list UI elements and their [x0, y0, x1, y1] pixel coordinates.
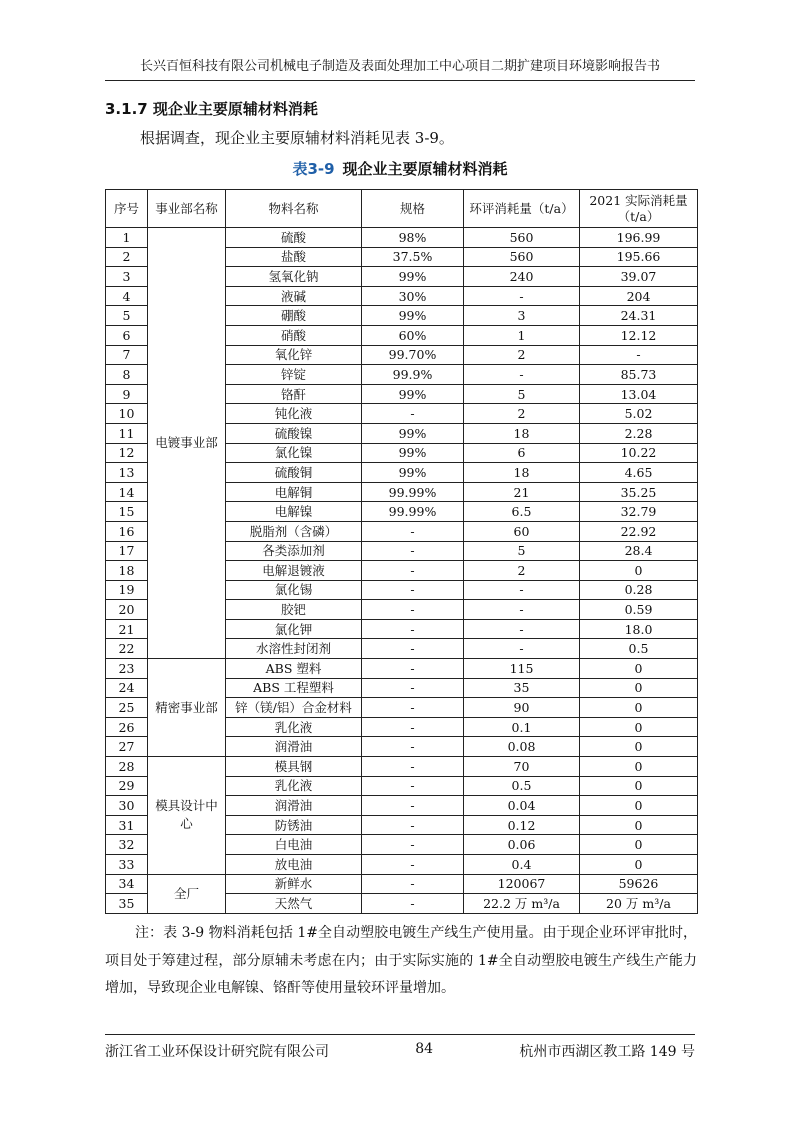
cell-material: 氧化锌: [226, 345, 362, 365]
cell-actual-consumption: 195.66: [580, 247, 698, 267]
cell-actual-consumption: 18.0: [580, 619, 698, 639]
cell-spec: 99.70%: [362, 345, 464, 365]
cell-eia-consumption: 18: [464, 463, 580, 483]
cell-material: 氯化锡: [226, 580, 362, 600]
cell-material: 硫酸镍: [226, 423, 362, 443]
cell-index: 15: [106, 502, 148, 522]
cell-actual-consumption: 32.79: [580, 502, 698, 522]
cell-spec: 37.5%: [362, 247, 464, 267]
cell-eia-consumption: 70: [464, 757, 580, 777]
cell-actual-consumption: 39.07: [580, 267, 698, 287]
cell-actual-consumption: 2.28: [580, 423, 698, 443]
cell-eia-consumption: 0.4: [464, 855, 580, 875]
cell-eia-consumption: 0.04: [464, 796, 580, 816]
cell-material: 天然气: [226, 894, 362, 914]
cell-actual-consumption: 0: [580, 815, 698, 835]
cell-index: 18: [106, 561, 148, 581]
cell-spec: -: [362, 874, 464, 894]
cell-material: 盐酸: [226, 247, 362, 267]
cell-material: 白电油: [226, 835, 362, 855]
cell-actual-consumption: 28.4: [580, 541, 698, 561]
cell-spec: -: [362, 698, 464, 718]
cell-spec: 99%: [362, 306, 464, 326]
cell-index: 21: [106, 619, 148, 639]
cell-spec: -: [362, 639, 464, 659]
cell-spec: -: [362, 521, 464, 541]
cell-eia-consumption: 22.2 万 m³/a: [464, 894, 580, 914]
cell-material: 锌（镁/铝）合金材料: [226, 698, 362, 718]
cell-eia-consumption: 6.5: [464, 502, 580, 522]
cell-spec: -: [362, 796, 464, 816]
cell-spec: 99.9%: [362, 365, 464, 385]
cell-actual-consumption: 0: [580, 717, 698, 737]
cell-material: 脱脂剂（含磷）: [226, 521, 362, 541]
cell-index: 26: [106, 717, 148, 737]
cell-actual-consumption: 22.92: [580, 521, 698, 541]
cell-eia-consumption: -: [464, 286, 580, 306]
cell-spec: -: [362, 815, 464, 835]
table-title: 现企业主要原辅材料消耗: [342, 160, 508, 178]
cell-material: 电解退镀液: [226, 561, 362, 581]
cell-spec: -: [362, 894, 464, 914]
cell-index: 35: [106, 894, 148, 914]
cell-material: 硫酸铜: [226, 463, 362, 483]
header-material: 物料名称: [226, 190, 362, 228]
cell-index: 14: [106, 482, 148, 502]
cell-eia-consumption: -: [464, 600, 580, 620]
cell-eia-consumption: 2: [464, 561, 580, 581]
cell-actual-consumption: 5.02: [580, 404, 698, 424]
cell-actual-consumption: 0: [580, 776, 698, 796]
cell-index: 19: [106, 580, 148, 600]
cell-material: 防锈油: [226, 815, 362, 835]
cell-index: 7: [106, 345, 148, 365]
cell-material: 水溶性封闭剂: [226, 639, 362, 659]
cell-actual-consumption: 0: [580, 678, 698, 698]
cell-index: 30: [106, 796, 148, 816]
cell-eia-consumption: 560: [464, 228, 580, 248]
page-number: 84: [415, 1041, 434, 1057]
cell-eia-consumption: 0.5: [464, 776, 580, 796]
cell-eia-consumption: 6: [464, 443, 580, 463]
cell-index: 2: [106, 247, 148, 267]
cell-actual-consumption: 12.12: [580, 325, 698, 345]
cell-spec: 99%: [362, 443, 464, 463]
cell-eia-consumption: 1: [464, 325, 580, 345]
cell-material: 新鲜水: [226, 874, 362, 894]
cell-index: 29: [106, 776, 148, 796]
table-note: [105, 920, 697, 1003]
cell-actual-consumption: 20 万 m³/a: [580, 894, 698, 914]
cell-index: 16: [106, 521, 148, 541]
cell-dept: 全厂: [148, 874, 226, 913]
cell-eia-consumption: 0.06: [464, 835, 580, 855]
cell-spec: 99.99%: [362, 502, 464, 522]
table-header-row: [106, 190, 698, 228]
cell-spec: -: [362, 717, 464, 737]
cell-spec: -: [362, 776, 464, 796]
table-number: 表3-9: [292, 160, 335, 178]
cell-spec: -: [362, 600, 464, 620]
cell-material: 各类添加剂: [226, 541, 362, 561]
cell-eia-consumption: 0.1: [464, 717, 580, 737]
cell-eia-consumption: 560: [464, 247, 580, 267]
cell-eia-consumption: -: [464, 365, 580, 385]
cell-index: 3: [106, 267, 148, 287]
cell-material: 乳化液: [226, 717, 362, 737]
cell-eia-consumption: 3: [464, 306, 580, 326]
intro-paragraph: 根据调查，现企业主要原辅材料消耗见表 3-9。: [140, 129, 454, 147]
cell-dept: 精密事业部: [148, 659, 226, 757]
cell-material: 乳化液: [226, 776, 362, 796]
cell-material: ABS 工程塑料: [226, 678, 362, 698]
header-index: 序号: [106, 190, 148, 228]
cell-material: 电解铜: [226, 482, 362, 502]
cell-actual-consumption: 24.31: [580, 306, 698, 326]
cell-index: 24: [106, 678, 148, 698]
cell-actual-consumption: 35.25: [580, 482, 698, 502]
cell-eia-consumption: -: [464, 639, 580, 659]
page-footer: [105, 1034, 695, 1061]
cell-actual-consumption: 0: [580, 835, 698, 855]
cell-index: 23: [106, 659, 148, 679]
cell-material: 锌锭: [226, 365, 362, 385]
cell-eia-consumption: 120067: [464, 874, 580, 894]
cell-material: 模具钢: [226, 757, 362, 777]
header-actual-consumption: 2021 实际消耗量（t/a）: [580, 190, 698, 228]
header-spec: 规格: [362, 190, 464, 228]
section-title: 3.1.7 现企业主要原辅材料消耗: [105, 100, 318, 118]
cell-spec: -: [362, 659, 464, 679]
cell-index: 25: [106, 698, 148, 718]
cell-material: 硫酸: [226, 228, 362, 248]
table-row: [106, 874, 698, 894]
table-row: [106, 757, 698, 777]
cell-eia-consumption: 2: [464, 404, 580, 424]
cell-spec: 99%: [362, 267, 464, 287]
cell-actual-consumption: 0: [580, 561, 698, 581]
cell-actual-consumption: 0: [580, 737, 698, 757]
cell-index: 32: [106, 835, 148, 855]
cell-actual-consumption: 0.28: [580, 580, 698, 600]
cell-index: 1: [106, 228, 148, 248]
footer-address: 杭州市西湖区教工路 149 号: [519, 1044, 695, 1060]
cell-spec: 99.99%: [362, 482, 464, 502]
cell-spec: -: [362, 855, 464, 875]
cell-spec: -: [362, 561, 464, 581]
cell-actual-consumption: 85.73: [580, 365, 698, 385]
table-caption: [0, 158, 800, 179]
cell-actual-consumption: 0.5: [580, 639, 698, 659]
cell-material: 润滑油: [226, 737, 362, 757]
table-row: [106, 659, 698, 679]
header-eia-consumption: 环评消耗量（t/a）: [464, 190, 580, 228]
cell-index: 31: [106, 815, 148, 835]
cell-spec: -: [362, 835, 464, 855]
page-header: 长兴百恒科技有限公司机械电子制造及表面处理加工中心项目二期扩建项目环境影响报告书: [105, 55, 695, 81]
cell-eia-consumption: 0.12: [464, 815, 580, 835]
cell-actual-consumption: -: [580, 345, 698, 365]
cell-eia-consumption: 21: [464, 482, 580, 502]
cell-eia-consumption: 5: [464, 541, 580, 561]
cell-eia-consumption: -: [464, 619, 580, 639]
cell-index: 22: [106, 639, 148, 659]
cell-actual-consumption: 4.65: [580, 463, 698, 483]
cell-eia-consumption: 90: [464, 698, 580, 718]
cell-index: 5: [106, 306, 148, 326]
cell-eia-consumption: 0.08: [464, 737, 580, 757]
cell-material: ABS 塑料: [226, 659, 362, 679]
cell-actual-consumption: 59626: [580, 874, 698, 894]
cell-material: 硼酸: [226, 306, 362, 326]
cell-spec: -: [362, 404, 464, 424]
cell-spec: 30%: [362, 286, 464, 306]
cell-spec: 99%: [362, 423, 464, 443]
cell-index: 12: [106, 443, 148, 463]
cell-index: 11: [106, 423, 148, 443]
cell-spec: -: [362, 580, 464, 600]
cell-eia-consumption: 60: [464, 521, 580, 541]
cell-index: 10: [106, 404, 148, 424]
materials-table: [105, 189, 698, 914]
cell-spec: -: [362, 678, 464, 698]
cell-spec: -: [362, 737, 464, 757]
cell-material: 氯化镍: [226, 443, 362, 463]
cell-actual-consumption: 0: [580, 796, 698, 816]
cell-actual-consumption: 0: [580, 659, 698, 679]
cell-actual-consumption: 10.22: [580, 443, 698, 463]
cell-index: 8: [106, 365, 148, 385]
cell-actual-consumption: 13.04: [580, 384, 698, 404]
cell-material: 润滑油: [226, 796, 362, 816]
footer-org: 浙江省工业环保设计研究院有限公司: [105, 1044, 329, 1060]
cell-spec: 60%: [362, 325, 464, 345]
note-text: 注：表 3-9 物料消耗包括 1#全自动塑胶电镀生产线生产使用量。由于现企业环评审批时，项目处于筹建过程，部分原辅未考虑在内；由于实际实施的 1#全自动塑胶电镀生产线生产能力增加，导致现企业电解镍、铬酐等使用量较环评量增加。: [105, 925, 697, 996]
cell-index: 33: [106, 855, 148, 875]
cell-eia-consumption: 35: [464, 678, 580, 698]
cell-material: 放电油: [226, 855, 362, 875]
cell-eia-consumption: 5: [464, 384, 580, 404]
cell-actual-consumption: 0.59: [580, 600, 698, 620]
cell-actual-consumption: 0: [580, 757, 698, 777]
cell-material: 铬酐: [226, 384, 362, 404]
cell-actual-consumption: 0: [580, 855, 698, 875]
cell-index: 4: [106, 286, 148, 306]
cell-material: 液碱: [226, 286, 362, 306]
cell-material: 硝酸: [226, 325, 362, 345]
cell-material: 胶钯: [226, 600, 362, 620]
cell-index: 6: [106, 325, 148, 345]
cell-actual-consumption: 204: [580, 286, 698, 306]
cell-eia-consumption: 18: [464, 423, 580, 443]
cell-spec: 99%: [362, 463, 464, 483]
cell-spec: -: [362, 757, 464, 777]
cell-spec: 98%: [362, 228, 464, 248]
cell-index: 27: [106, 737, 148, 757]
cell-actual-consumption: 196.99: [580, 228, 698, 248]
cell-actual-consumption: 0: [580, 698, 698, 718]
table-row: [106, 228, 698, 248]
cell-material: 氯化钾: [226, 619, 362, 639]
header-dept: 事业部名称: [148, 190, 226, 228]
cell-material: 钝化液: [226, 404, 362, 424]
cell-dept: 电镀事业部: [148, 228, 226, 659]
cell-dept: 模具设计中心: [148, 757, 226, 875]
cell-index: 17: [106, 541, 148, 561]
cell-eia-consumption: 115: [464, 659, 580, 679]
cell-spec: -: [362, 619, 464, 639]
cell-index: 28: [106, 757, 148, 777]
cell-eia-consumption: -: [464, 580, 580, 600]
cell-index: 13: [106, 463, 148, 483]
cell-index: 9: [106, 384, 148, 404]
cell-eia-consumption: 2: [464, 345, 580, 365]
cell-material: 氢氧化钠: [226, 267, 362, 287]
cell-material: 电解镍: [226, 502, 362, 522]
cell-eia-consumption: 240: [464, 267, 580, 287]
cell-spec: 99%: [362, 384, 464, 404]
cell-spec: -: [362, 541, 464, 561]
cell-index: 34: [106, 874, 148, 894]
cell-index: 20: [106, 600, 148, 620]
